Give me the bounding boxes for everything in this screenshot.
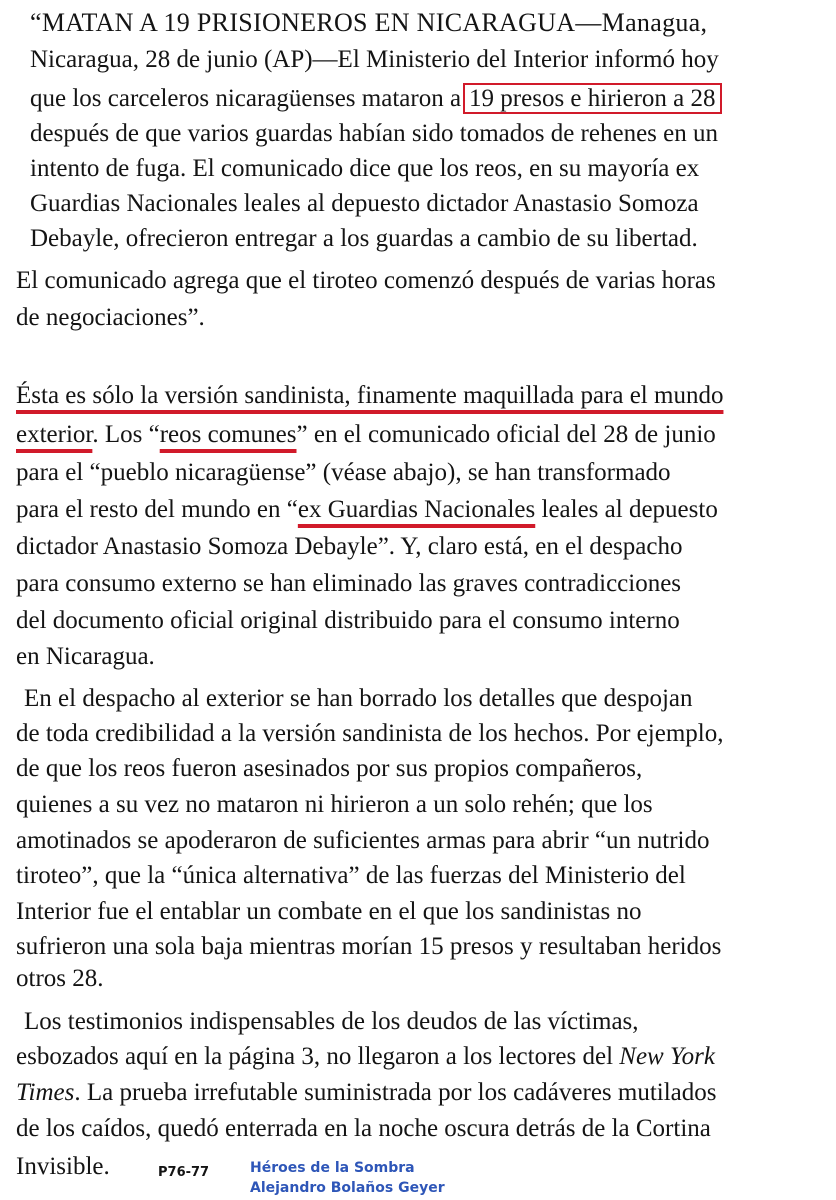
para2-line: sufrieron una sola baja mientras morían 15 presos y resultaban heridos (16, 933, 722, 960)
para2-line: quienes a su vez no mataron ni hirieron a un solo rehén; que los (16, 791, 653, 818)
underlined-text: ex Guardias Nacionales (297, 496, 536, 523)
para2-line: amotinados se apoderaron de suficientes armas para abrir “un nutrido (16, 827, 710, 854)
book-author: Alejandro Bolaños Geyer (250, 1180, 445, 1196)
para2-line: tiroteo”, que la “única alternativa” de las fuerzas del Ministerio del (16, 862, 686, 889)
book-title: Héroes de la Sombra (250, 1160, 415, 1176)
para1-line: en Nicaragua. (16, 643, 155, 670)
para2-line: otros 28. (16, 965, 104, 992)
quote-line: Debayle, ofrecieron entregar a los guardas a cambio de su libertad. (30, 225, 698, 252)
underlined-text: reos comunes (159, 421, 297, 448)
page-reference: P76-77 (158, 1165, 210, 1180)
para1-line: para el “pueblo nicaragüense” (véase abajo), se han transformado (16, 459, 671, 486)
para2-line: En el despacho al exterior se han borrado los detalles que despojan (24, 685, 693, 712)
para3-line: Los testimonios indispensables de los deudos de las víctimas, (24, 1008, 639, 1035)
quote-line: después de que varios guardas habían sido tomados de rehenes en un (30, 120, 719, 147)
para3-line: Times. La prueba irrefutable suministrada por los cadáveres mutilados (16, 1079, 717, 1106)
quote-line: que los carceleros nicaragüenses mataron a 19 presos e hirieron a 28 (30, 82, 722, 116)
quote-line: El comunicado agrega que el tiroteo comenzó después de varias horas (16, 267, 716, 294)
quote-headline: “MATAN A 19 PRISIONEROS EN NICARAGUA (30, 8, 576, 37)
para1-line: dictador Anastasio Somoza Debayle”. Y, claro está, en el despacho (16, 533, 683, 560)
para1-line: para consumo externo se han eliminado las graves contradicciones (16, 570, 682, 597)
para2-line: Interior fue el entablar un combate en el que los sandinistas no (16, 898, 642, 925)
para1-line: del documento oficial original distribuido para el consumo interno (16, 607, 680, 634)
quote-line: Nicaragua, 28 de junio (AP)—El Ministerio del Interior informó hoy (30, 46, 719, 73)
quote-line: de negociaciones”. (16, 304, 205, 331)
para2-line: de que los reos fueron asesinados por sus propios compañeros, (16, 755, 643, 782)
quote-line: “MATAN A 19 PRISIONEROS EN NICARAGUA—Managua, (30, 8, 708, 37)
book-credit (250, 1158, 445, 1198)
highlight-box: 19 presos e hirieron a 28 (463, 83, 721, 114)
underlined-text: Ésta es sólo la versión sandinista, finamente maquillada para el mundo (16, 382, 724, 409)
para2-line: de toda credibilidad a la versión sandinista de los hechos. Por ejemplo, (16, 720, 724, 747)
para3-line: esbozados aquí en la página 3, no llegaron a los lectores del New York (16, 1043, 715, 1070)
para1-line: para el resto del mundo en “ex Guardias Nacionales leales al depuesto (16, 496, 718, 523)
quote-line: intento de fuga. El comunicado dice que los reos, en su mayoría ex (30, 155, 700, 182)
para3-line: de los caídos, quedó enterrada en la noche oscura detrás de la Cortina (16, 1115, 711, 1142)
para3-line: Invisible. (16, 1153, 110, 1180)
quote-line: Guardias Nacionales leales al depuesto dictador Anastasio Somoza (30, 190, 699, 217)
underlined-text: exterior (16, 421, 93, 448)
para1-line: exterior. Los “reos comunes” en el comunicado oficial del 28 de junio (16, 421, 716, 448)
para1-line (16, 379, 723, 413)
